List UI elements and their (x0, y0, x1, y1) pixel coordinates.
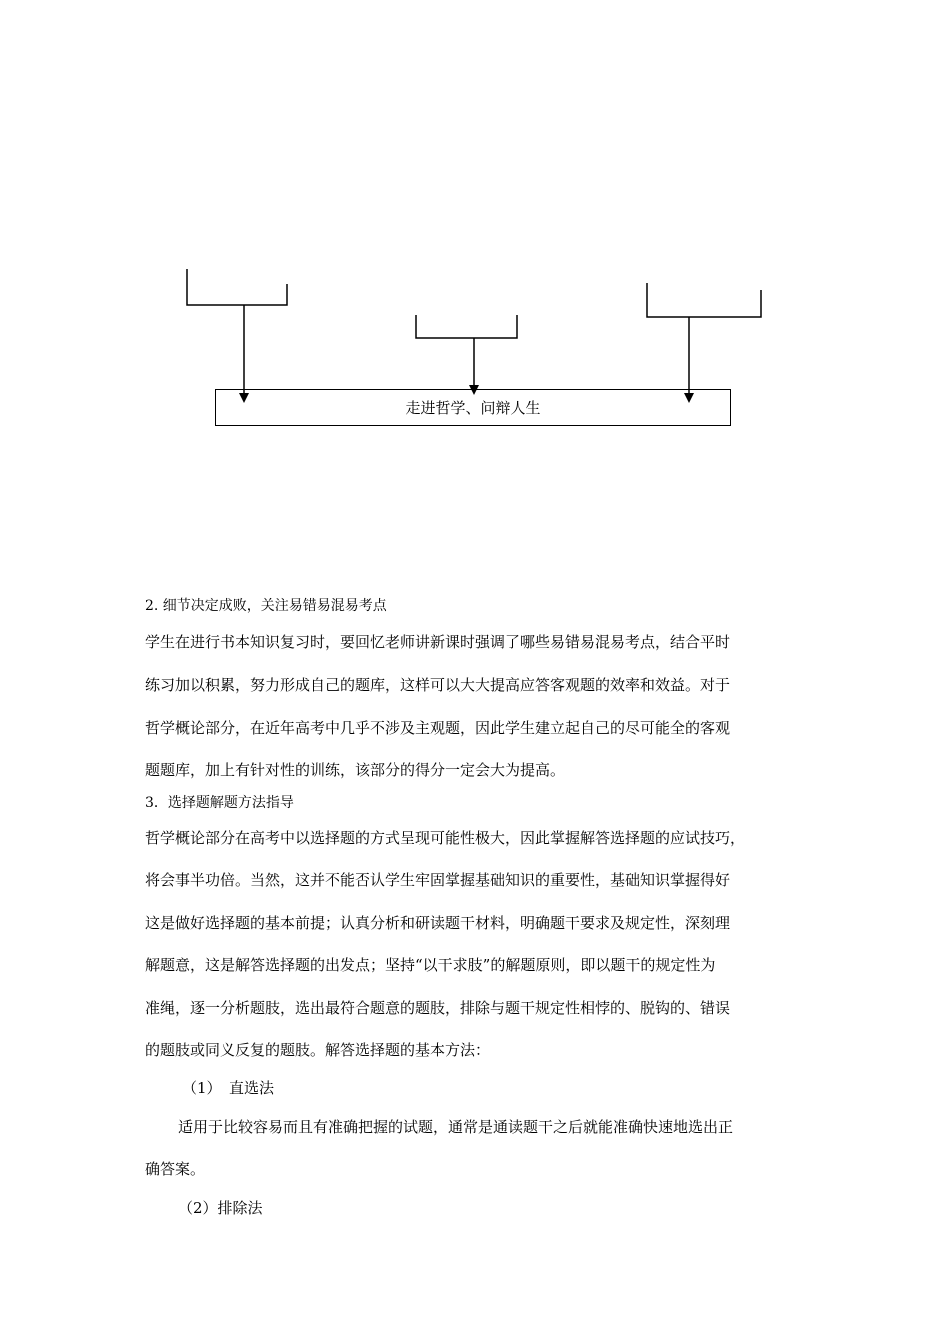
concept-diagram (0, 0, 950, 440)
section3-line: 将会事半功倍。当然，这并不能否认学生牢固掌握基础知识的重要性，基础知识掌握得好 (145, 871, 731, 889)
method1-line: 适用于比较容易而且有准确把握的试题，通常是通读题干之后就能准确快速地选出正 (178, 1118, 734, 1136)
section2-line: 学生在进行书本知识复习时，要回忆老师讲新课时强调了哪些易错易混易考点，结合平时 (145, 633, 731, 651)
method1-line: 确答案。 (145, 1160, 206, 1178)
center-box (215, 389, 731, 426)
middle-bracket (416, 315, 517, 338)
method1-title: （1） 直选法 (182, 1079, 275, 1097)
section3-line: 准绳，逐一分析题肢，选出最符合题意的题肢，排除与题干规定性相悖的、脱钩的、错误 (145, 999, 731, 1017)
section3-line: 的题肢或同义反复的题肢。解答选择题的基本方法： (145, 1041, 491, 1059)
section3-line: 这是做好选择题的基本前提；认真分析和研读题干材料，明确题干要求及规定性，深刻理 (145, 914, 731, 932)
right-bracket (647, 283, 761, 317)
section2-line: 练习加以积累，努力形成自己的题库，这样可以大大提高应答客观题的效率和效益。对于 (145, 676, 731, 694)
left-bracket (187, 269, 287, 305)
section3-line: 哲学概论部分在高考中以选择题的方式呈现可能性极大，因此掌握解答选择题的应试技巧， (145, 829, 746, 847)
diagram-connectors (0, 0, 950, 440)
section2-line: 题题库，加上有针对性的训练，该部分的得分一定会大为提高。 (145, 761, 566, 779)
method2-title: （2）排除法 (178, 1199, 263, 1217)
section3-heading: 3．选择题解题方法指导 (145, 795, 294, 811)
section2-line: 哲学概论部分，在近年高考中几乎不涉及主观题，因此学生建立起自己的尽可能全的客观 (145, 719, 731, 737)
section3-line: 解题意，这是解答选择题的出发点；坚持“以干求肢”的解题原则，即以题干的规定性为 (145, 956, 716, 974)
center-box-label: 走进哲学、问辩人生 (405, 399, 541, 417)
section2-heading: 2. 细节决定成败，关注易错易混易考点 (145, 598, 387, 614)
